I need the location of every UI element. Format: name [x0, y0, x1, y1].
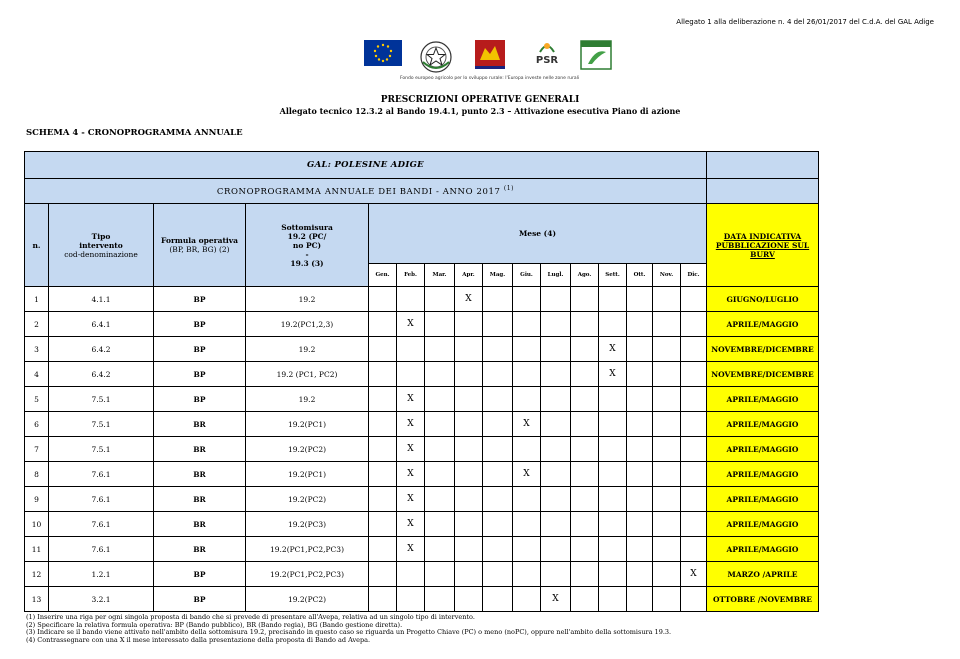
row-number: 12: [25, 562, 49, 587]
publication-date: OTTOBRE /NOVEMBRE: [707, 587, 819, 612]
month-cell: [653, 312, 681, 337]
month-cell: [455, 487, 483, 512]
table-row: [25, 412, 819, 437]
publication-date: APRILE/MAGGIO: [707, 537, 819, 562]
formula-operativa: BP: [154, 362, 246, 387]
psr-veneto-logo: [532, 40, 562, 70]
row-number: 2: [25, 312, 49, 337]
sottomisura: 19.2(PC2): [246, 587, 369, 612]
publication-date: NOVEMBRE/DICEMBRE: [707, 362, 819, 387]
tipo-intervento: 7.5.1: [49, 437, 154, 462]
month-cell: [627, 337, 653, 362]
month-mark: X: [513, 462, 541, 487]
month-cell: [599, 287, 627, 312]
month-cell: [681, 412, 707, 437]
month-cell: [599, 437, 627, 462]
formula-operativa: BR: [154, 437, 246, 462]
month-cell: [397, 587, 425, 612]
month-cell: [681, 362, 707, 387]
footnote: (3) Indicare se il bando viene attivato nell'ambito della sottomisura 19.2, precisando in questo caso se riguarda un Progetto Chiave (PC) o meno (noPC), oppure nell'ambito della sottomisura 19.3.: [26, 628, 672, 637]
table-row: [25, 312, 819, 337]
header-mese: Mese (4): [369, 204, 707, 264]
sottomisura: 19.2(PC1,PC2,PC3): [246, 562, 369, 587]
formula-operativa: BR: [154, 537, 246, 562]
month-mark: X: [541, 587, 571, 612]
month-cell: [599, 587, 627, 612]
month-cell: [513, 537, 541, 562]
month-header: Apr.: [455, 264, 483, 287]
row-number: 7: [25, 437, 49, 462]
month-cell: [455, 362, 483, 387]
month-cell: [653, 337, 681, 362]
month-cell: [599, 312, 627, 337]
month-cell: [627, 437, 653, 462]
month-cell: [513, 587, 541, 612]
month-cell: [369, 512, 397, 537]
document-heading: [0, 95, 960, 116]
month-header: Gen.: [369, 264, 397, 287]
month-cell: [483, 562, 513, 587]
month-cell: [627, 537, 653, 562]
month-cell: [681, 387, 707, 412]
month-cell: [653, 537, 681, 562]
month-header: Nov.: [653, 264, 681, 287]
month-cell: [425, 512, 455, 537]
month-cell: [571, 437, 599, 462]
month-header: Sett.: [599, 264, 627, 287]
month-cell: [653, 387, 681, 412]
publication-date: APRILE/MAGGIO: [707, 512, 819, 537]
month-cell: [571, 412, 599, 437]
month-cell: [541, 337, 571, 362]
month-cell: [571, 387, 599, 412]
formula-operativa: BP: [154, 337, 246, 362]
eu-flag-logo: [364, 40, 402, 68]
publication-date: APRILE/MAGGIO: [707, 312, 819, 337]
month-cell: [425, 337, 455, 362]
sottomisura: 19.2 (PC1, PC2): [246, 362, 369, 387]
header-formula: Formula operativa (BP, BR, BG) (2): [154, 204, 246, 287]
month-cell: [513, 487, 541, 512]
schema-label: SCHEMA 4 - CRONOPROGRAMMA ANNUALE: [26, 128, 243, 138]
month-cell: [513, 437, 541, 462]
month-cell: [513, 337, 541, 362]
publication-date: GIUGNO/LUGLIO: [707, 287, 819, 312]
month-cell: [369, 587, 397, 612]
formula-operativa: BP: [154, 387, 246, 412]
month-cell: [571, 462, 599, 487]
month-cell: [483, 312, 513, 337]
month-mark: X: [397, 512, 425, 537]
month-cell: [681, 462, 707, 487]
month-cell: [483, 437, 513, 462]
month-cell: [571, 562, 599, 587]
month-cell: [571, 512, 599, 537]
month-cell: [483, 287, 513, 312]
sottomisura: 19.2: [246, 337, 369, 362]
month-cell: [541, 462, 571, 487]
month-cell: [369, 337, 397, 362]
header-tipo: Tipo intervento cod-denominazione: [49, 204, 154, 287]
publication-date: APRILE/MAGGIO: [707, 387, 819, 412]
month-cell: [571, 287, 599, 312]
sottomisura: 19.2(PC2): [246, 487, 369, 512]
header-n: n.: [25, 204, 49, 287]
month-header: Mag.: [483, 264, 513, 287]
month-header: Mar.: [425, 264, 455, 287]
publication-date: APRILE/MAGGIO: [707, 412, 819, 437]
attachment-note: Allegato 1 alla deliberazione n. 4 del 26/01/2017 del C.d.A. del GAL Adige: [676, 18, 934, 26]
month-cell: [653, 512, 681, 537]
month-cell: [513, 562, 541, 587]
tipo-intervento: 7.6.1: [49, 487, 154, 512]
month-cell: [627, 487, 653, 512]
month-header: Giu.: [513, 264, 541, 287]
month-cell: [627, 412, 653, 437]
month-cell: [681, 537, 707, 562]
month-cell: [397, 337, 425, 362]
month-cell: [681, 337, 707, 362]
row-number: 3: [25, 337, 49, 362]
month-mark: X: [397, 462, 425, 487]
month-cell: [455, 587, 483, 612]
formula-operativa: BR: [154, 412, 246, 437]
tipo-intervento: 6.4.2: [49, 337, 154, 362]
month-cell: [483, 587, 513, 612]
month-cell: [425, 462, 455, 487]
month-mark: X: [397, 537, 425, 562]
tipo-intervento: 6.4.1: [49, 312, 154, 337]
month-cell: [425, 387, 455, 412]
publication-date: NOVEMBRE/DICEMBRE: [707, 337, 819, 362]
svg-text:PSR: PSR: [535, 55, 559, 66]
logo-strip: [364, 40, 614, 80]
month-cell: [483, 387, 513, 412]
month-cell: [425, 537, 455, 562]
publication-date: MARZO /APRILE: [707, 562, 819, 587]
table-row: [25, 487, 819, 512]
logos-caption: Fondo europeo agricolo per lo sviluppo rurale: l'Europa investe nelle zone rurali: [400, 76, 580, 81]
month-mark: X: [397, 437, 425, 462]
formula-operativa: BP: [154, 562, 246, 587]
tipo-intervento: 7.6.1: [49, 512, 154, 537]
month-cell: [681, 437, 707, 462]
sottomisura: 19.2: [246, 387, 369, 412]
month-header: Dic.: [681, 264, 707, 287]
italian-republic-emblem: [419, 40, 453, 74]
month-cell: [369, 487, 397, 512]
month-cell: [599, 537, 627, 562]
month-cell: [425, 487, 455, 512]
table-row: [25, 362, 819, 387]
tipo-intervento: 7.6.1: [49, 537, 154, 562]
tipo-intervento: 7.5.1: [49, 387, 154, 412]
month-cell: [513, 512, 541, 537]
month-cell: [455, 387, 483, 412]
footnotes: [26, 614, 671, 644]
month-cell: [599, 562, 627, 587]
month-cell: [483, 512, 513, 537]
regione-veneto-logo: [475, 40, 505, 70]
formula-operativa: BR: [154, 512, 246, 537]
month-mark: X: [397, 487, 425, 512]
sottomisura: 19.2: [246, 287, 369, 312]
row-number: 6: [25, 412, 49, 437]
formula-operativa: BP: [154, 287, 246, 312]
month-cell: [483, 362, 513, 387]
month-cell: [455, 562, 483, 587]
table-row: [25, 337, 819, 362]
table-row: [25, 512, 819, 537]
month-mark: X: [599, 337, 627, 362]
month-cell: [681, 287, 707, 312]
page-subtitle: Allegato tecnico 12.3.2 al Bando 19.4.1, punto 2.3 – Attivazione esecutiva Piano di azione: [279, 106, 681, 116]
month-cell: [455, 512, 483, 537]
sottomisura: 19.2(PC3): [246, 512, 369, 537]
tipo-intervento: 7.6.1: [49, 462, 154, 487]
month-cell: [541, 412, 571, 437]
publication-date: APRILE/MAGGIO: [707, 462, 819, 487]
tipo-intervento: 6.4.2: [49, 362, 154, 387]
page-title: PRESCRIZIONI OPERATIVE GENERALI: [380, 95, 580, 105]
footnote: (1) Inserire una riga per ogni singola proposta di bando che si prevede di presentare all'Avepa, relativa ad un singolo tipo di intervento.: [26, 613, 475, 621]
month-mark: X: [455, 287, 483, 312]
month-cell: [541, 437, 571, 462]
month-cell: [369, 362, 397, 387]
month-cell: [369, 287, 397, 312]
row-number: 13: [25, 587, 49, 612]
month-cell: [681, 312, 707, 337]
month-cell: [541, 312, 571, 337]
footnote: (4) Contrassegnare con una X il mese interessato dalla presentazione della proposta di Bando ad Avepa.: [26, 635, 371, 644]
month-cell: [627, 562, 653, 587]
month-cell: [627, 462, 653, 487]
month-cell: [627, 512, 653, 537]
month-cell: [455, 437, 483, 462]
formula-operativa: BP: [154, 587, 246, 612]
month-cell: [541, 487, 571, 512]
month-cell: [425, 362, 455, 387]
month-cell: [681, 512, 707, 537]
publication-date: APRILE/MAGGIO: [707, 487, 819, 512]
month-mark: X: [599, 362, 627, 387]
month-cell: [425, 437, 455, 462]
month-header: Lugl.: [541, 264, 571, 287]
month-cell: [571, 587, 599, 612]
month-cell: [571, 487, 599, 512]
month-cell: [653, 437, 681, 462]
table-row: [25, 287, 819, 312]
month-cell: [653, 287, 681, 312]
month-header: Ott.: [627, 264, 653, 287]
month-cell: [513, 287, 541, 312]
month-cell: [627, 287, 653, 312]
sottomisura: 19.2(PC1): [246, 462, 369, 487]
month-mark: X: [681, 562, 707, 587]
month-cell: [541, 287, 571, 312]
row-number: 8: [25, 462, 49, 487]
leader-logo: [580, 40, 612, 70]
month-header: Ago.: [571, 264, 599, 287]
schedule-table: [24, 151, 819, 612]
month-cell: [599, 487, 627, 512]
table-row: [25, 462, 819, 487]
month-mark: X: [513, 412, 541, 437]
header-sottomisura: Sottomisura 19.2 (PC/ no PC) - 19.3 (3): [246, 204, 369, 287]
month-cell: [599, 387, 627, 412]
row-number: 11: [25, 537, 49, 562]
month-cell: [425, 287, 455, 312]
month-cell: [369, 387, 397, 412]
month-cell: [571, 362, 599, 387]
month-cell: [369, 437, 397, 462]
sottomisura: 19.2(PC1,2,3): [246, 312, 369, 337]
month-header: Feb.: [397, 264, 425, 287]
month-mark: X: [397, 312, 425, 337]
publication-date: APRILE/MAGGIO: [707, 437, 819, 462]
month-cell: [483, 337, 513, 362]
month-cell: [369, 412, 397, 437]
month-cell: [653, 587, 681, 612]
table-row: [25, 537, 819, 562]
month-cell: [397, 362, 425, 387]
month-cell: [455, 537, 483, 562]
gal-name: GAL: POLESINE ADIGE: [25, 152, 707, 179]
month-cell: [627, 387, 653, 412]
footnote: (2) Specificare la relativa formula operativa: BP (Bando pubblico), BR (Bando regia), BG (Bando gestione diretta).: [26, 620, 403, 629]
month-cell: [455, 312, 483, 337]
month-cell: [369, 537, 397, 562]
formula-operativa: BP: [154, 312, 246, 337]
month-cell: [571, 312, 599, 337]
formula-operativa: BR: [154, 462, 246, 487]
month-cell: [513, 312, 541, 337]
month-cell: [599, 462, 627, 487]
month-cell: [483, 462, 513, 487]
month-mark: X: [397, 387, 425, 412]
month-cell: [369, 562, 397, 587]
month-cell: [627, 362, 653, 387]
tipo-intervento: 4.1.1: [49, 287, 154, 312]
month-cell: [681, 587, 707, 612]
month-cell: [425, 312, 455, 337]
month-cell: [627, 312, 653, 337]
month-mark: X: [397, 412, 425, 437]
month-cell: [653, 562, 681, 587]
month-cell: [653, 487, 681, 512]
sottomisura: 19.2(PC1,PC2,PC3): [246, 537, 369, 562]
row-number: 5: [25, 387, 49, 412]
table-row: [25, 587, 819, 612]
sottomisura: 19.2(PC1): [246, 412, 369, 437]
month-cell: [397, 287, 425, 312]
month-cell: [483, 537, 513, 562]
month-cell: [541, 512, 571, 537]
month-cell: [369, 462, 397, 487]
month-cell: [599, 412, 627, 437]
row-number: 4: [25, 362, 49, 387]
month-cell: [369, 312, 397, 337]
tipo-intervento: 1.2.1: [49, 562, 154, 587]
table-row: [25, 437, 819, 462]
month-cell: [541, 562, 571, 587]
month-cell: [397, 562, 425, 587]
month-cell: [541, 537, 571, 562]
month-cell: [571, 537, 599, 562]
month-cell: [513, 387, 541, 412]
table-row: [25, 387, 819, 412]
month-cell: [455, 337, 483, 362]
month-cell: [653, 362, 681, 387]
month-cell: [541, 387, 571, 412]
month-cell: [455, 412, 483, 437]
tipo-intervento: 7.5.1: [49, 412, 154, 437]
month-cell: [653, 412, 681, 437]
month-cell: [599, 512, 627, 537]
sottomisura: 19.2(PC2): [246, 437, 369, 462]
tipo-intervento: 3.2.1: [49, 587, 154, 612]
month-cell: [483, 487, 513, 512]
row-number: 9: [25, 487, 49, 512]
crono-title: CRONOPROGRAMMA ANNUALE DEI BANDI - ANNO 2017 $^{(1)}$: [25, 179, 707, 204]
month-cell: [541, 362, 571, 387]
crono-row: [25, 179, 819, 204]
gal-row: [25, 152, 819, 179]
month-cell: [627, 587, 653, 612]
month-cell: [681, 487, 707, 512]
month-cell: [425, 562, 455, 587]
header-data-pubblicazione: DATA INDICATIVA PUBBLICAZIONE SUL BURV: [707, 204, 819, 287]
month-cell: [571, 337, 599, 362]
month-cell: [513, 362, 541, 387]
month-cell: [425, 412, 455, 437]
row-number: 10: [25, 512, 49, 537]
month-cell: [455, 462, 483, 487]
month-cell: [425, 587, 455, 612]
column-header-row: [25, 204, 819, 264]
row-number: 1: [25, 287, 49, 312]
table-row: [25, 562, 819, 587]
formula-operativa: BR: [154, 487, 246, 512]
month-cell: [483, 412, 513, 437]
month-cell: [653, 462, 681, 487]
